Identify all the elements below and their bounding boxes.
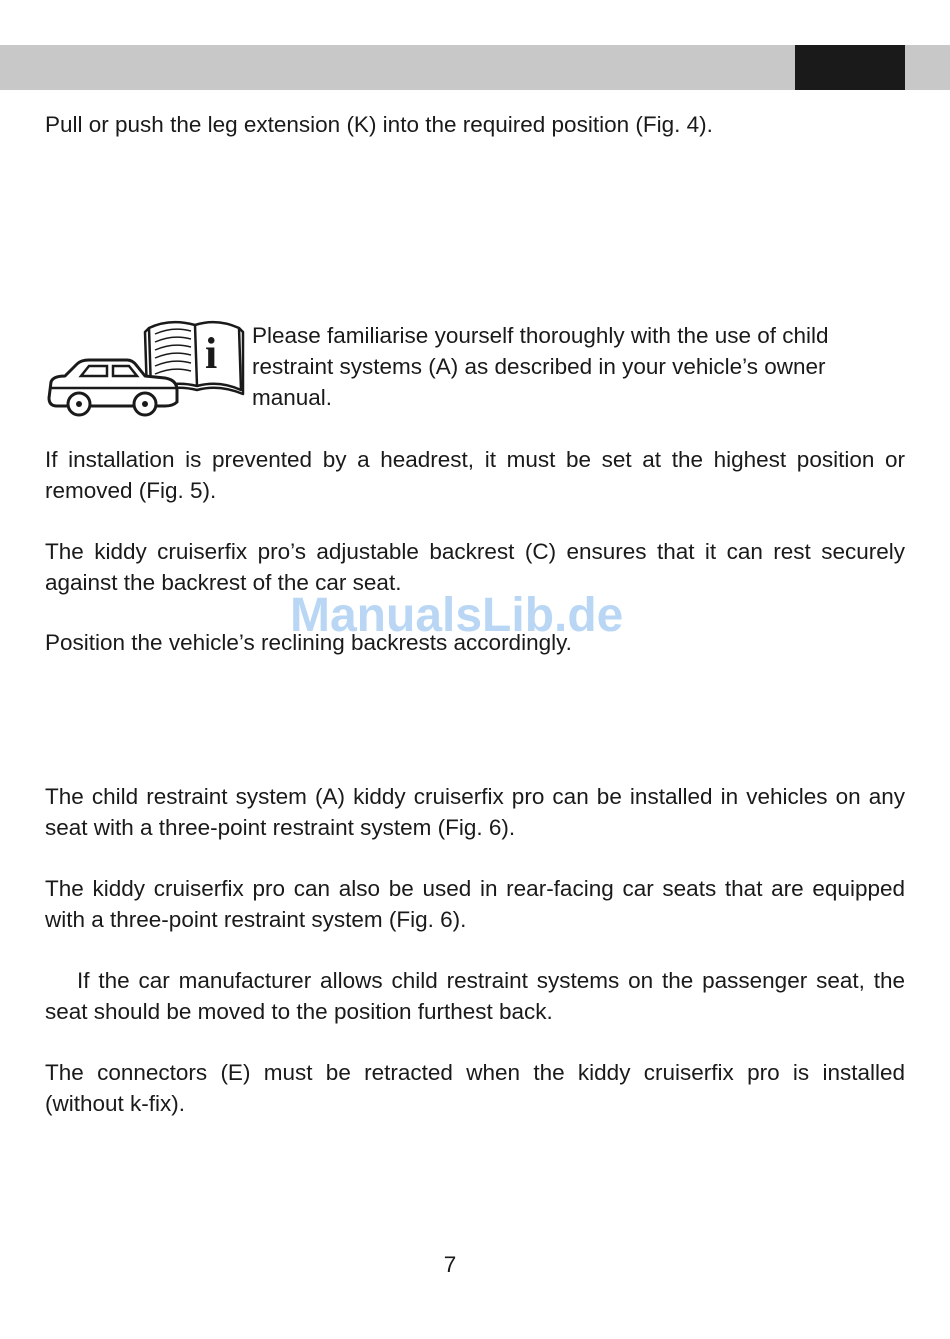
- paragraph-connectors: The connectors (E) must be retracted when the kiddy cruiserfix pro is installed (without k-fix).: [45, 1060, 905, 1116]
- page-number: 7: [443, 1252, 457, 1277]
- paragraph-rear-facing: The kiddy cruiserfix pro can also be used in rear-facing car seats that are equipped with a three-point restraint system (Fig. 6).: [45, 876, 905, 932]
- paragraph-leg-extension: Pull or push the leg extension (K) into the required position (Fig. 4).: [45, 112, 713, 137]
- info-note-block: [45, 320, 905, 420]
- info-note-text: Please familiarise yourself thoroughly with the use of child restraint systems (A) as described in your vehicle’s owner manual.: [252, 323, 829, 410]
- paragraph-three-point: The child restraint system (A) kiddy cruiserfix pro can be installed in vehicles on any seat with a three-point restraint system (Fig. 6).: [45, 784, 905, 840]
- header-tab: [795, 45, 905, 90]
- svg-text:i: i: [205, 329, 218, 378]
- paragraph-backrest: The kiddy cruiserfix pro’s adjustable backrest (C) ensures that it can rest securely against the backrest of the car seat.: [45, 539, 905, 595]
- paragraph-reclining: Position the vehicle’s reclining backrests accordingly.: [45, 630, 572, 655]
- paragraph-passenger-seat: If the car manufacturer allows child restraint systems on the passenger seat, the seat should be moved to the position furthest back.: [45, 968, 905, 1024]
- car-and-manual-info-icon: [45, 320, 245, 418]
- watermark: ManualsLib.de: [290, 589, 624, 642]
- paragraph-headrest: If installation is prevented by a headrest, it must be set at the highest position or removed (Fig. 5).: [45, 447, 905, 503]
